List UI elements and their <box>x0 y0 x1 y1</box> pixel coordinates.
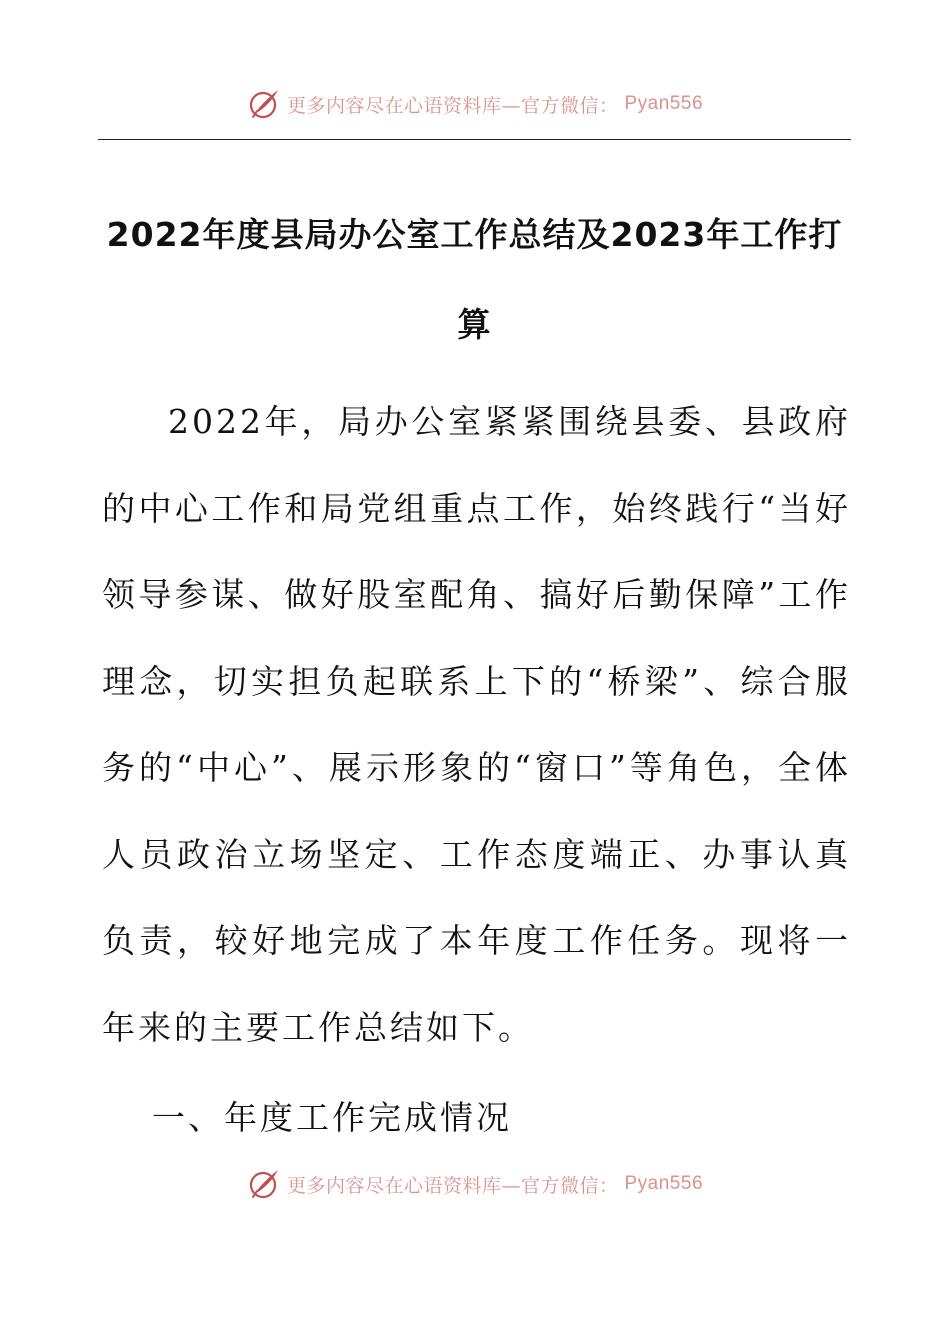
watermark-text: 更多内容尽在心语资料库—官方微信： <box>286 1174 619 1197</box>
section-heading: 一、年度工作完成情况 <box>152 1098 512 1137</box>
intro-paragraph: 2022年，局办公室紧紧围绕县委、县政府的中心工作和局党组重点工作，始终践行“当好领导参谋、做好股室配角、搞好后勤保障”工作理念，切实担负起联系上下的“桥梁”、综合服务的“中心”、展示形象的“窗口”等角色，全体人员政治立场坚定、工作态度端正、办事认真负责，较好地完成了本年度工作任务。现将一年来的主要工作总结如下。 <box>102 402 851 1047</box>
quill-pen-logo-icon <box>247 87 281 121</box>
watermark-wechat-id: Pyan556 <box>624 93 704 114</box>
header-divider <box>98 139 851 140</box>
watermark-wechat-id: Pyan556 <box>624 1173 704 1194</box>
header-watermark <box>0 84 950 124</box>
quill-pen-logo-icon <box>247 1167 281 1201</box>
watermark-text: 更多内容尽在心语资料库—官方微信： <box>286 94 619 117</box>
document-title: 2022年度县局办公室工作总结及2023年工作打算 <box>106 215 843 344</box>
footer-watermark <box>0 1164 950 1204</box>
